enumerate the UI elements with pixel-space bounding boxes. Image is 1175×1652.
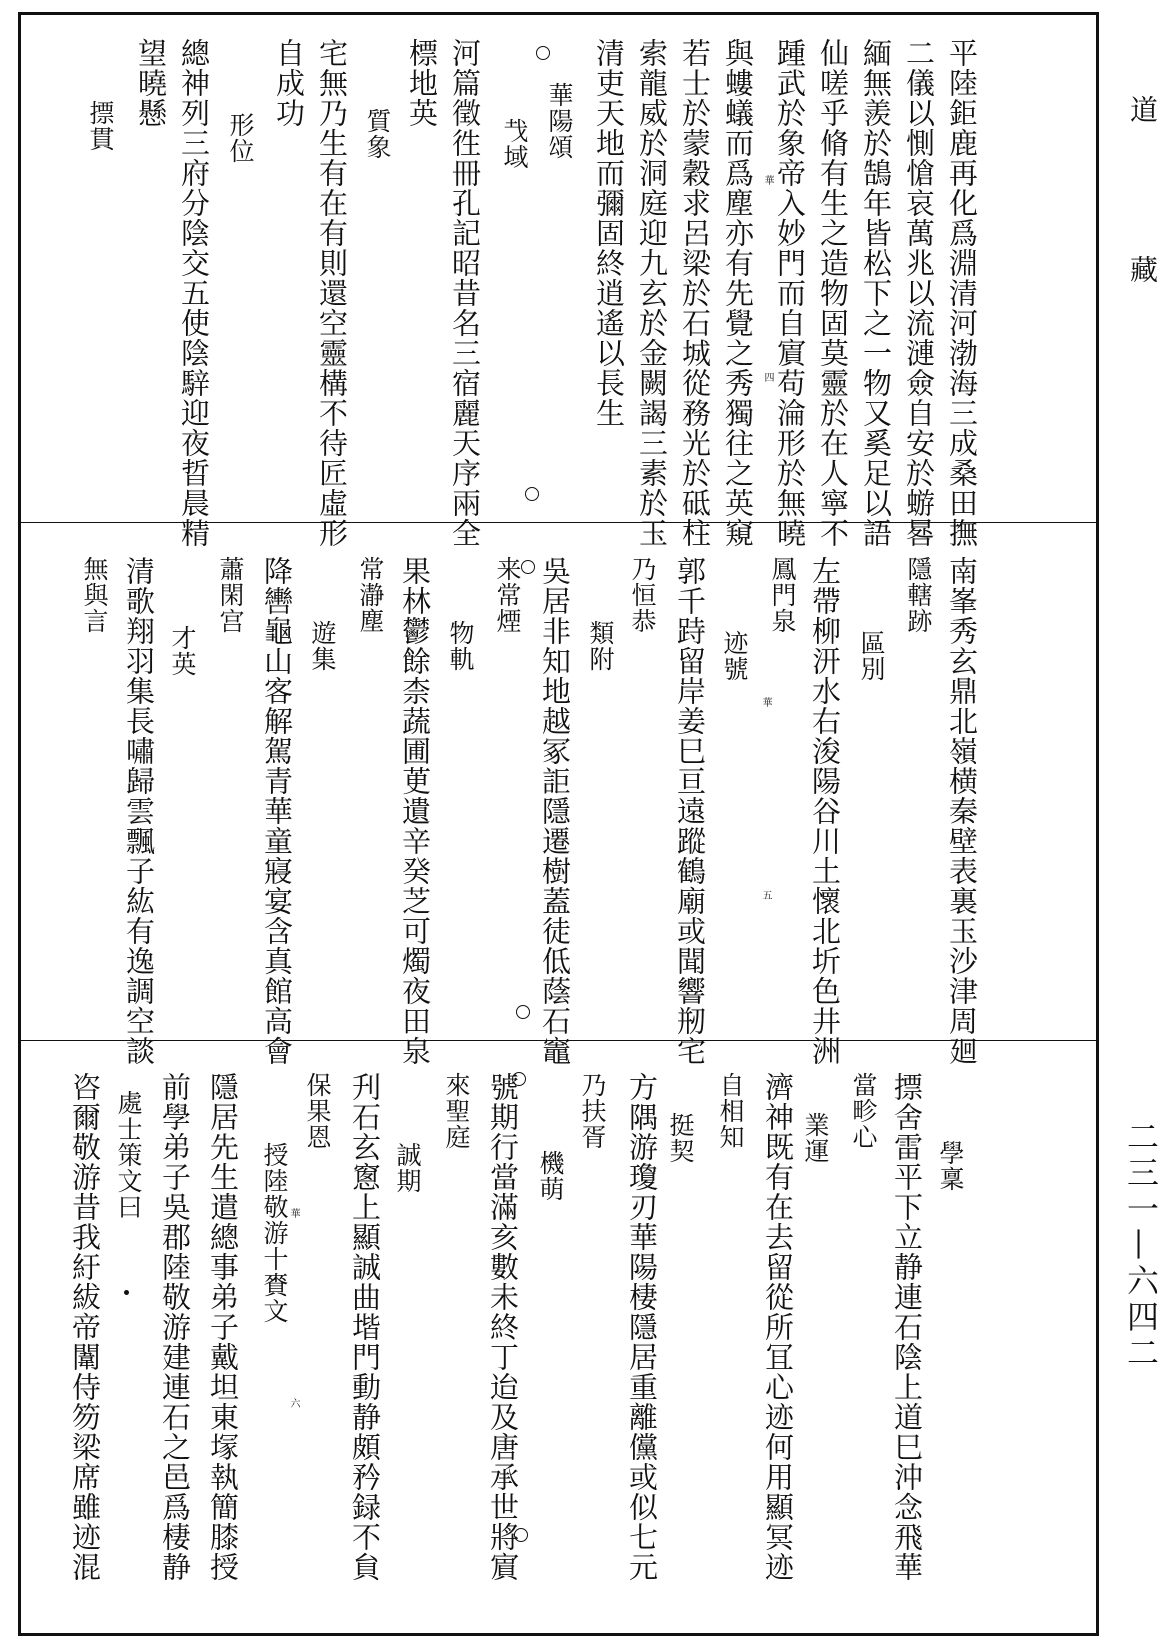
text-column: 鳳門泉 [768, 556, 797, 634]
text-column: 常瀞塵 [356, 556, 385, 634]
margin-mark: 四 [762, 372, 773, 383]
circle-mark-icon [514, 1528, 528, 1542]
dot-mark-icon [124, 1290, 129, 1295]
subheading: 才英 [168, 625, 197, 677]
text-column: 乃恒恭 [628, 556, 657, 634]
text-column: 摽舍雷平下立静連石陰上道巳沖念飛華 [890, 1072, 924, 1582]
text-column: 清歌翔羽集長嘯歸雲飄子紘有逸調空談 [122, 556, 156, 1066]
subheading: 形位 [226, 112, 255, 164]
text-column: 降轡龜山客解駕青華童寢宴含真館高會 [260, 556, 294, 1066]
text-column: 二儀以惻愴哀萬兆以流漣僉自安於蝣晷 [902, 38, 936, 548]
text-column: 清吏天地而彌固終逍遙以長生 [592, 38, 626, 428]
text-column: 隱轄跡 [904, 556, 933, 634]
text-column: 號期行當滿亥數未終丁迨及唐承世將賔 [486, 1072, 520, 1582]
text-column: 自相知 [716, 1072, 745, 1150]
circle-mark-icon [536, 46, 550, 60]
circle-mark-icon [512, 1072, 526, 1086]
subheading: 挺契 [666, 1112, 695, 1164]
subheading: 授陸敬游十賚文 [260, 1142, 289, 1324]
circle-mark-icon [525, 487, 539, 501]
text-column: 河篇徵徃冊孔記昭昔名三宿麗天序兩全 [448, 38, 482, 548]
subheading: 誠期 [393, 1142, 422, 1194]
margin-mark: 華 [760, 697, 771, 708]
text-column: 南峯秀玄鼎北嶺横秦壁表裏玉沙津周廻 [945, 556, 979, 1066]
text-column: 望曉懸 [134, 38, 168, 128]
text-column: 刋石玄窻上顯誠曲堦門動静頗矜録不貟 [348, 1072, 382, 1582]
text-column: 隱居先生遣總事弟子戴坦東塜執簡膝授 [206, 1072, 240, 1582]
text-column: 郭千跱留岸姜巳亘遠蹤鶴廟或聞響剏宅 [673, 556, 707, 1066]
text-column: 乃扶胥 [578, 1072, 607, 1150]
margin-title-zang: 藏 [1126, 255, 1159, 283]
text-column: 宅無乃生有在有則還空靈構不待匠虛形 [315, 38, 349, 548]
text-column: 仙嗟乎脩有生之造物固莫靈於在人寧不 [816, 38, 850, 548]
subheading: 遊集 [308, 620, 337, 672]
margin-title-dao: 道 [1126, 95, 1159, 123]
subheading: 機萌 [536, 1150, 565, 1202]
text-column: 自成功 [272, 38, 306, 128]
subheading: 質象 [363, 108, 392, 160]
text-column: 果林鬱餘柰蔬圃茰遺辛癸芝可燭夜田泉 [398, 556, 432, 1066]
text-column: 索龍威於洞庭迎九玄於金闕謁三素於玉 [635, 38, 669, 548]
margin-mark: 華 [288, 1208, 299, 1219]
text-column: 平陸鉅鹿再化爲淵清河渤海三成桑田撫 [945, 38, 979, 548]
text-column: 吳居非知地越冢詎隱遷樹蓋徒低蔭石竈 [538, 556, 572, 1066]
text-column: 来常煙 [493, 556, 522, 634]
subheading: 𢦏域 [500, 118, 529, 170]
text-column: 來聖庭 [442, 1072, 471, 1150]
margin-mark: 華 [762, 175, 773, 186]
text-column: 蕭閑宫 [216, 556, 245, 634]
text-column: 前學弟子吳郡陸敬游建連石之邑爲棲静 [158, 1072, 192, 1582]
text-column: 標地英 [405, 38, 439, 128]
text-column: 處士策文曰 [114, 1090, 143, 1220]
text-column: 緬無羨於鵠年皆松下之一物又奚足以語 [859, 38, 893, 548]
section-heading: 華陽頌 [545, 82, 574, 160]
subheading: 類附 [586, 620, 615, 672]
text-column: 左帶柳汧水右浚陽谷川土懷北圻色井洲 [808, 556, 842, 1066]
text-column: 踵武於象帝入妙門而自賔苟淪形於無曉 [773, 38, 807, 548]
text-column: 無與言 [80, 556, 109, 634]
text-column: 總神列三府分陰交五使陰騂迎夜晢晨精 [177, 38, 211, 548]
text-column: 當畛心 [849, 1072, 878, 1150]
subheading: 業運 [801, 1112, 830, 1164]
text-column: 若士於蒙穀求呂梁於石城從務光於砥柱 [678, 38, 712, 548]
circle-mark-icon [521, 560, 535, 574]
section-heading: 學稟 [936, 1140, 965, 1192]
margin-mark: 六 [288, 1398, 299, 1409]
circle-mark-icon [516, 1005, 530, 1019]
page-number: 二三一—六四二 [1122, 1120, 1160, 1372]
text-column: 保果恩 [303, 1072, 332, 1150]
text-column: 方隅游瓊刃華陽棲隱居重離儻或似七元 [625, 1072, 659, 1582]
subheading: 摽貫 [86, 100, 115, 152]
text-column: 濟神既有在去留從所冝心迹何用顯冥迹 [761, 1072, 795, 1582]
subheading: 迹號 [720, 630, 749, 682]
text-column: 咨爾敬游昔我紆紱帝闈侍笏梁席雖迹混 [68, 1072, 102, 1582]
subheading: 區別 [857, 630, 886, 682]
text-column: 與螻蟻而爲塵亦有先覺之秀獨往之英窺 [721, 38, 755, 548]
margin-mark: 五 [760, 890, 771, 901]
subheading: 物軌 [446, 620, 475, 672]
